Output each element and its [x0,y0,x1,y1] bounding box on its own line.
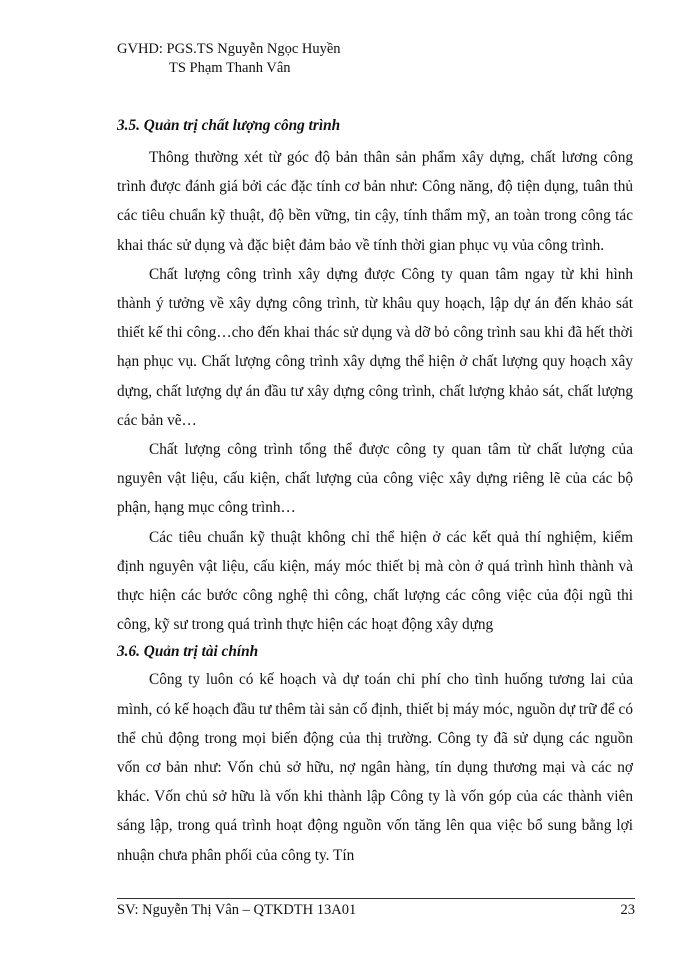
advisor-line-1: GVHD: PGS.TS Nguyễn Ngọc Huyền [117,41,341,57]
footer-divider [117,898,635,899]
page-header [117,40,341,78]
page-footer [117,902,635,919]
page-number: 23 [620,902,635,918]
student-info: SV: Nguyễn Thị Vân – QTKDTH 13A01 [117,902,357,918]
section-heading-3-5: 3.5. Quản trị chất lượng công trình [117,117,341,134]
paragraph: Thông thường xét từ góc độ bản thân sản phẩm xây dựng, chất lương công trình được đánh giá bởi các đặc tính cơ bản như: Công năng, độ tiện dụng, tuân thủ các tiêu chuẩn kỹ thuật, độ bền vững, tin cậy, tính thẩm mỹ, an toàn trong công tác khai thác sử dụng và đặc biệt đảm bảo về tính thời gian phục vụ vủa công trình. [117,149,633,254]
page-content [117,113,633,870]
paragraph: Chất lượng công trình xây dựng được Công ty quan tâm ngay từ khi hình thành ý tưởng về xây dựng công trình, từ khâu quy hoạch, lập dự án đến khảo sát thiết kế thi công…cho đến khai thác sử dụng và dỡ bỏ công trình sau khi đã hết thời hạn phục vụ. Chất lượng công trình xây dựng thể hiện ở chất lượng quy hoạch xây dựng, chất lượng dự án đầu tư xây dựng công trình, chất lượng khảo sát, chất lượng các bản vẽ… [117,265,633,429]
paragraph: Chất lượng công trình tổng thể được công ty quan tâm từ chất lượng của nguyên vật liệu, cấu kiện, chất lượng của công việc xây dựng riêng lẽ của các bộ phận, hạng mục công trình… [117,441,633,517]
advisor-line-2: TS Phạm Thanh Vân [169,60,291,76]
paragraph: Công ty luôn có kế hoạch và dự toán chi phí cho tình huống tương lai của mình, có kế hoạch đầu tư thêm tài sản cố định, thiết bị máy móc, nguồn dự trữ để có thể chủ động trong mọi biến động của thị trường. Công ty đã sử dụng các nguồn vốn cơ bản như: Vốn chủ sở hữu, nợ ngân hàng, tín dụng thương mại và các nợ khác. Vốn chủ sở hữu là vốn khi thành lập Công ty là vốn góp của các thành viên sáng lập, trong quá trình hoạt động nguồn vốn tăng lên qua việc bổ sung bằng lợi nhuận chưa phân phối của công ty. Tín [117,671,633,864]
paragraph: Các tiêu chuẩn kỹ thuật không chỉ thể hiện ở các kết quả thí nghiệm, kiểm định nguyên vật liệu, cấu kiện, máy móc thiết bị mà còn ở quá trình hình thành và thực hiện các bước công nghệ thi công, chất lượng các công việc của đội ngũ thi công, kỹ sư trong quá trình thực hiện các hoạt động xây dựng [117,528,633,634]
section-heading-3-6: 3.6. Quản trị tài chính [117,643,259,661]
